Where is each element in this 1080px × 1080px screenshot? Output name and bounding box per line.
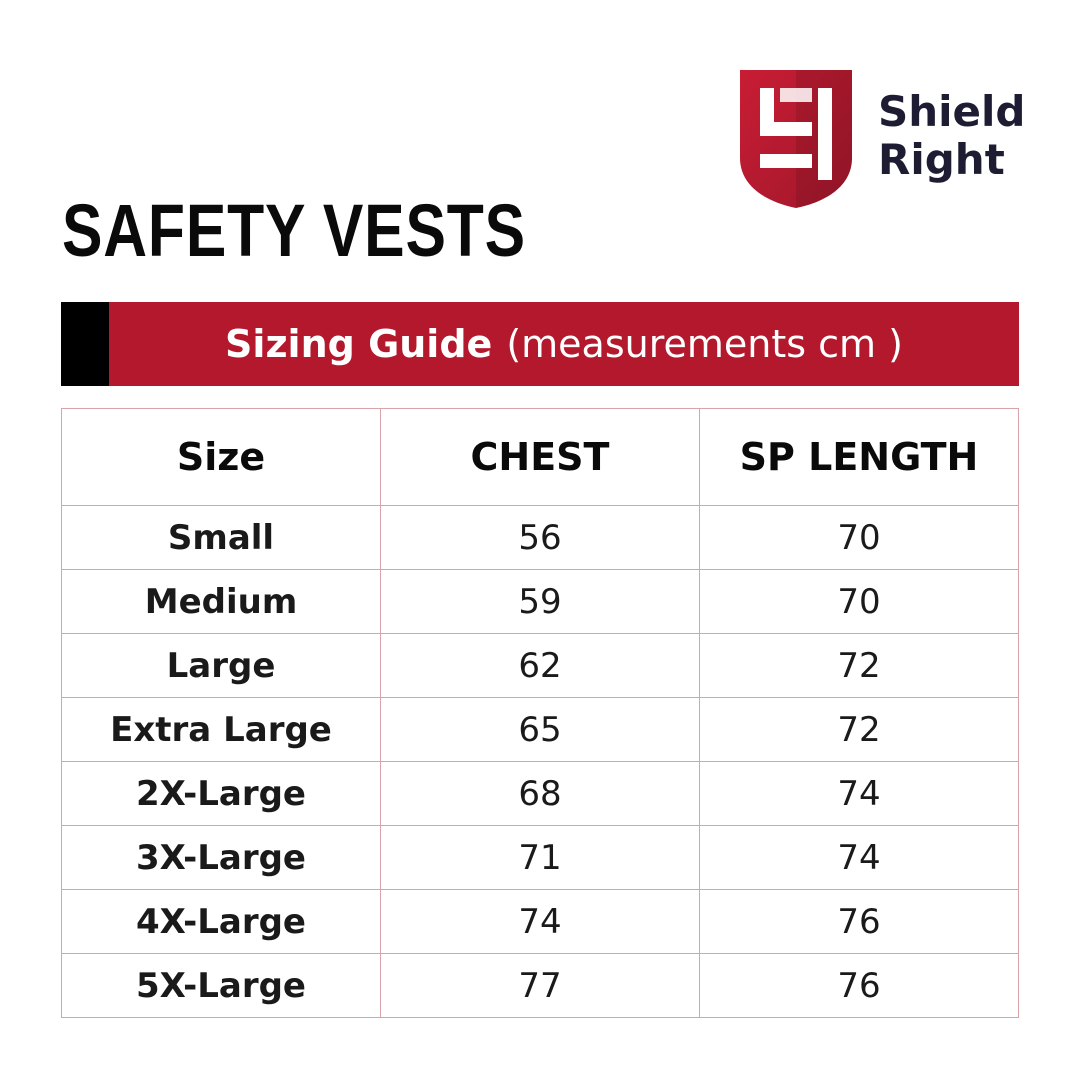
table-row [62,762,1019,826]
size-cell: 2X-Large [62,762,381,826]
length-cell: 74 [700,762,1019,826]
chest-cell: 59 [381,570,700,634]
length-cell: 72 [700,698,1019,762]
size-cell: 3X-Large [62,826,381,890]
page-title: SAFETY VESTS [62,189,526,272]
column-header-size: Size [62,409,381,506]
brand-logo [740,70,1040,210]
sizing-table [61,408,1019,1018]
brand-name-line2: Right [878,135,1005,184]
table-row [62,890,1019,954]
length-cell: 74 [700,826,1019,890]
chest-cell: 65 [381,698,700,762]
length-cell: 70 [700,506,1019,570]
length-cell: 76 [700,890,1019,954]
banner-units: (measurements cm ) [506,322,903,366]
banner-title: Sizing Guide [225,322,493,366]
brand-name [878,88,1026,184]
size-cell: Medium [62,570,381,634]
chest-cell: 74 [381,890,700,954]
chest-cell: 77 [381,954,700,1018]
size-cell: Extra Large [62,698,381,762]
length-cell: 70 [700,570,1019,634]
size-cell: 5X-Large [62,954,381,1018]
brand-name-line1: Shield [878,87,1026,136]
size-cell: Large [62,634,381,698]
banner-accent-block [61,302,109,386]
table-row [62,506,1019,570]
table-row [62,954,1019,1018]
shield-icon [740,70,852,208]
table-header-row [62,409,1019,506]
chest-cell: 71 [381,826,700,890]
length-cell: 76 [700,954,1019,1018]
chest-cell: 56 [381,506,700,570]
table-row [62,826,1019,890]
size-cell: 4X-Large [62,890,381,954]
chest-cell: 62 [381,634,700,698]
banner-heading [109,302,1019,386]
table-row [62,698,1019,762]
table-row [62,570,1019,634]
chest-cell: 68 [381,762,700,826]
size-cell: Small [62,506,381,570]
length-cell: 72 [700,634,1019,698]
column-header-length: SP LENGTH [700,409,1019,506]
sizing-guide-banner [61,302,1019,386]
table-row [62,634,1019,698]
column-header-chest: CHEST [381,409,700,506]
